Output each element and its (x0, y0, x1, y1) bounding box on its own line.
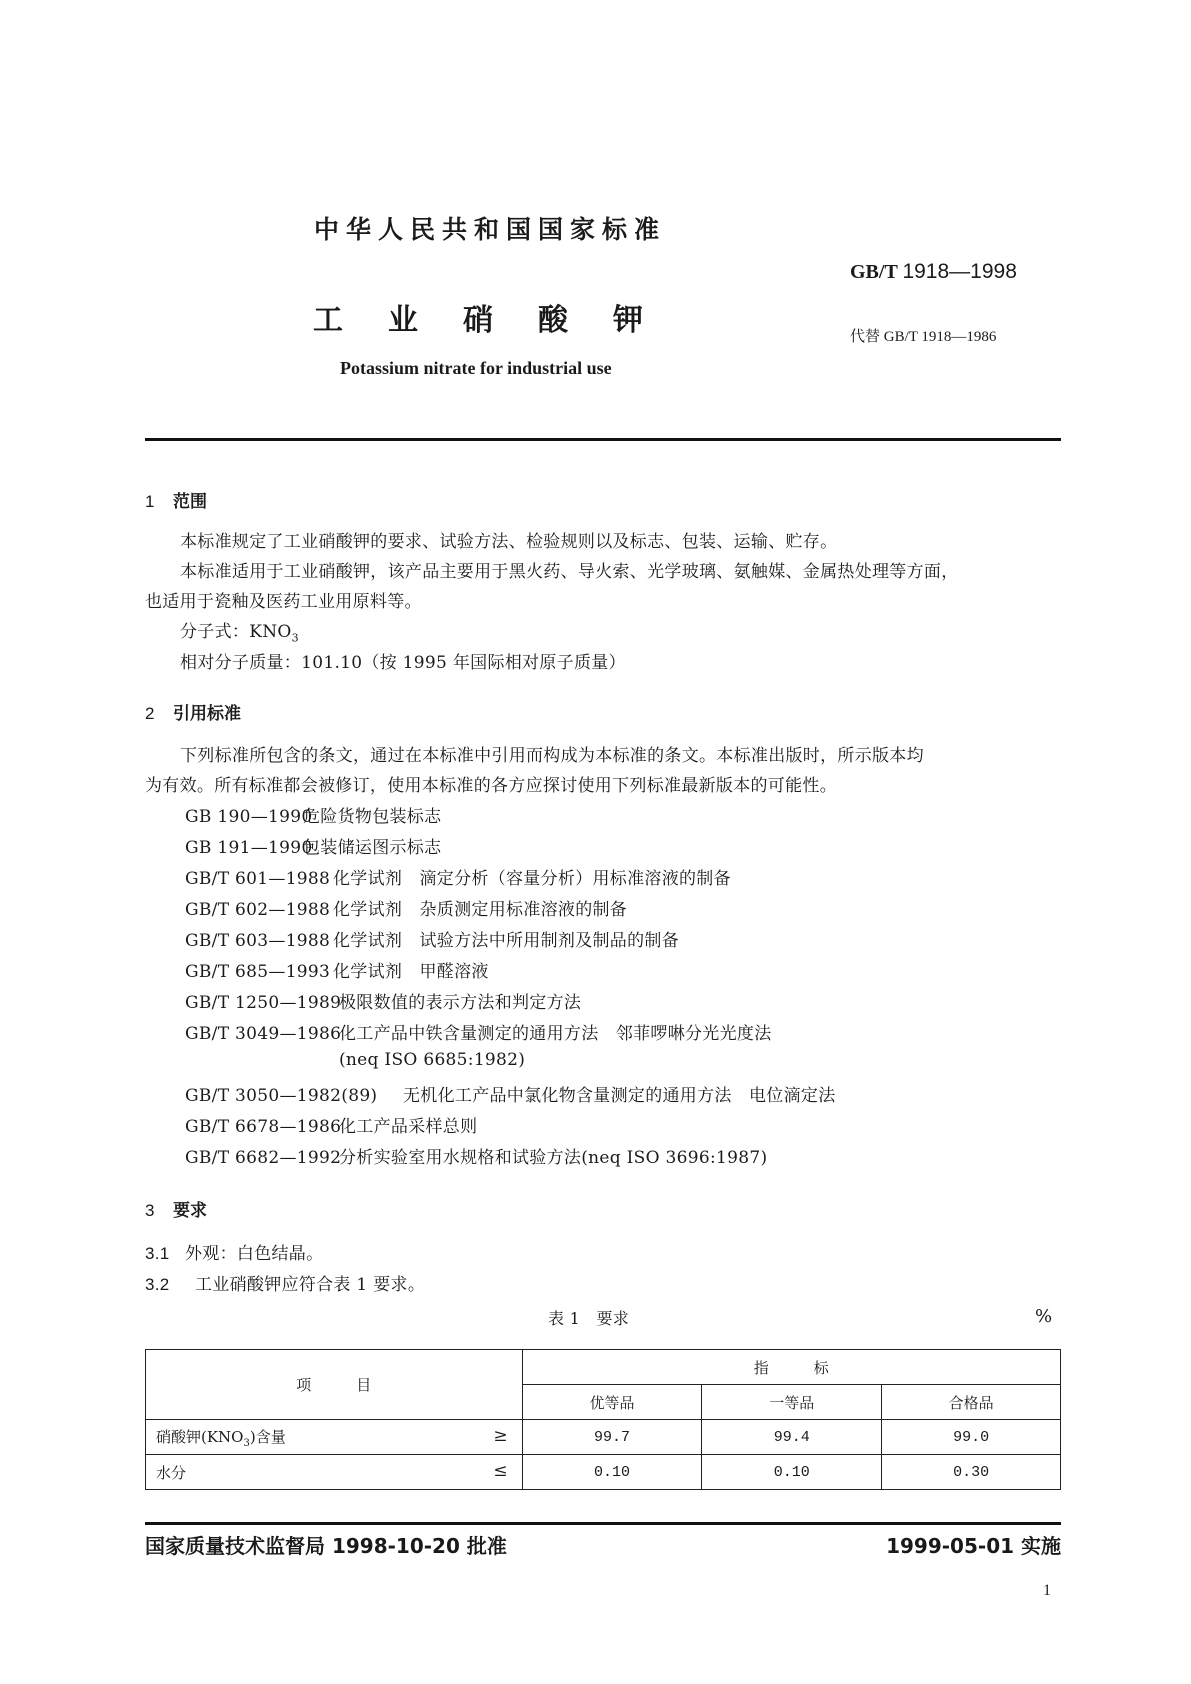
reference-title: 分析实验室用水规格和试验方法(neq ISO 3696:1987) (339, 1148, 768, 1168)
reference-title: 危险货物包装标志 (303, 807, 442, 827)
implementation-date: 1999-05-01 实施 (886, 1534, 1061, 1558)
header-divider (145, 438, 1061, 441)
section-number: 2 (145, 704, 155, 723)
reference-item (185, 864, 731, 889)
document-title-en: Potassium nitrate for industrial use (340, 358, 612, 378)
reference-code: GB/T 6682—1992 (185, 1148, 342, 1168)
value-cell: 0.30 (882, 1455, 1061, 1490)
reference-title: 化学试剂 滴定分析（容量分析）用标准溶液的制备 (333, 869, 731, 889)
section-number: 3 (145, 1201, 155, 1220)
page-number: 1 (1043, 1582, 1051, 1599)
reference-title: 化工产品采样总则 (339, 1117, 478, 1137)
table-unit: % (1035, 1306, 1053, 1327)
title-char: 工 (313, 303, 343, 338)
paragraph: 本标准适用于工业硝酸钾，该产品主要用于黑火药、导火索、光学玻璃、氨触媒、金属热处理等方面， (180, 562, 959, 582)
section-1-heading (145, 487, 207, 512)
grade-header: 优等品 (522, 1385, 702, 1420)
reference-code: GB/T 6678—1986 (185, 1117, 342, 1137)
reference-item (185, 926, 679, 951)
replaces-note: 代替 GB/T 1918—1986 (850, 329, 997, 345)
reference-code: GB/T 3050—1982(89) (185, 1086, 378, 1106)
reference-item (185, 802, 441, 827)
less-equal-symbol: ≤ (493, 1461, 508, 1481)
reference-title: 化学试剂 杂质测定用标准溶液的制备 (333, 900, 628, 920)
reference-title: 极限数值的表示方法和判定方法 (339, 993, 582, 1013)
national-standard-heading: 中华人民共和国国家标准 (314, 215, 667, 244)
header-index: 指 标 (522, 1350, 1060, 1385)
reference-code: GB/T 603—1988 (185, 931, 331, 951)
title-char: 钾 (613, 303, 643, 338)
row-item (146, 1455, 523, 1490)
title-char: 酸 (538, 303, 568, 338)
reference-code: GB 191—1990 (185, 838, 313, 858)
title-char: 硝 (463, 303, 493, 338)
reference-code: GB/T 601—1988 (185, 869, 331, 889)
section-2-heading (145, 699, 241, 724)
table-header-row (146, 1350, 1061, 1385)
section-title: 引用标准 (173, 704, 241, 724)
row-item (146, 1420, 523, 1455)
reference-title: 无机化工产品中氯化物含量测定的通用方法 电位滴定法 (403, 1086, 836, 1106)
table-caption: 表 1 要求 (548, 1309, 630, 1328)
clause-number: 3.2 (145, 1275, 170, 1294)
reference-code: GB/T 685—1993 (185, 962, 331, 982)
grade-header: 合格品 (882, 1385, 1061, 1420)
reference-item (185, 957, 489, 982)
standard-code-number: 1918—1998 (902, 260, 1017, 283)
grade-header: 一等品 (702, 1385, 882, 1420)
paragraph: 本标准规定了工业硝酸钾的要求、试验方法、检验规则以及标志、包装、运输、贮存。 (180, 532, 838, 552)
formula-subscript: 3 (291, 631, 299, 645)
value-cell: 99.0 (882, 1420, 1061, 1455)
section-title: 范围 (173, 492, 207, 512)
item-label-tail: )含量 (249, 1427, 286, 1446)
reference-title: 化学试剂 甲醛溶液 (333, 962, 489, 982)
item-subscript: 3 (243, 1437, 250, 1449)
greater-equal-symbol: ≥ (493, 1426, 508, 1446)
footer-divider (145, 1522, 1061, 1525)
reference-title: (neq ISO 6685:1982) (339, 1050, 526, 1070)
formula-label: 分子式：KNO (180, 622, 292, 642)
table-row (146, 1420, 1061, 1455)
paragraph: 为有效。所有标准都会被修订，使用本标准的各方应探讨使用下列标准最新版本的可能性。 (145, 776, 837, 796)
clause-text: 工业硝酸钾应符合表 1 要求。 (195, 1275, 426, 1295)
reference-item (185, 895, 627, 920)
reference-item (185, 1112, 477, 1137)
reference-item (185, 1081, 836, 1106)
reference-code: GB/T 3049—1986 (185, 1024, 342, 1044)
value-cell: 99.7 (522, 1420, 702, 1455)
document-title-cn (313, 295, 688, 339)
paragraph: 下列标准所包含的条文，通过在本标准中引用而构成为本标准的条文。本标准出版时，所示版本均 (180, 746, 924, 766)
reference-code: GB/T 602—1988 (185, 900, 331, 920)
value-cell: 99.4 (702, 1420, 882, 1455)
reference-code: GB 190—1990 (185, 807, 313, 827)
reference-item (185, 1019, 772, 1044)
section-title: 要求 (173, 1201, 207, 1221)
standard-code (850, 260, 1017, 284)
approval-note: 国家质量技术监督局 1998-10-20 批准 (145, 1534, 507, 1558)
molecular-formula (180, 617, 299, 644)
reference-item (185, 1143, 767, 1168)
value-cell: 0.10 (702, 1455, 882, 1490)
paragraph: 也适用于瓷釉及医药工业用原料等。 (145, 592, 422, 612)
reference-code: GB/T 1250—1989 (185, 993, 342, 1013)
reference-title: 化工产品中铁含量测定的通用方法 邻菲啰啉分光光度法 (339, 1024, 772, 1044)
title-char: 业 (388, 303, 418, 338)
table-row (146, 1455, 1061, 1490)
standard-code-prefix: GB/T (850, 261, 898, 283)
reference-title: 包装储运图示标志 (303, 838, 442, 858)
header-item: 项 目 (146, 1350, 523, 1420)
item-label: 硝酸钾(KNO (156, 1427, 244, 1446)
clause-number: 3.1 (145, 1244, 170, 1263)
molar-mass: 相对分子质量：101.10（按 1995 年国际相对原子质量） (180, 653, 626, 673)
reference-item (185, 833, 441, 858)
value-cell: 0.10 (522, 1455, 702, 1490)
reference-item (185, 988, 581, 1013)
reference-title: 化学试剂 试验方法中所用制剂及制品的制备 (333, 931, 679, 951)
section-3-heading (145, 1196, 207, 1221)
clause-3-2 (145, 1270, 425, 1295)
reference-item-continuation (339, 1050, 525, 1070)
clause-3-1 (145, 1239, 323, 1264)
requirements-table (145, 1349, 1061, 1490)
item-label: 水分 (156, 1463, 187, 1482)
section-number: 1 (145, 492, 155, 511)
clause-text: 外观：白色结晶。 (185, 1244, 324, 1264)
